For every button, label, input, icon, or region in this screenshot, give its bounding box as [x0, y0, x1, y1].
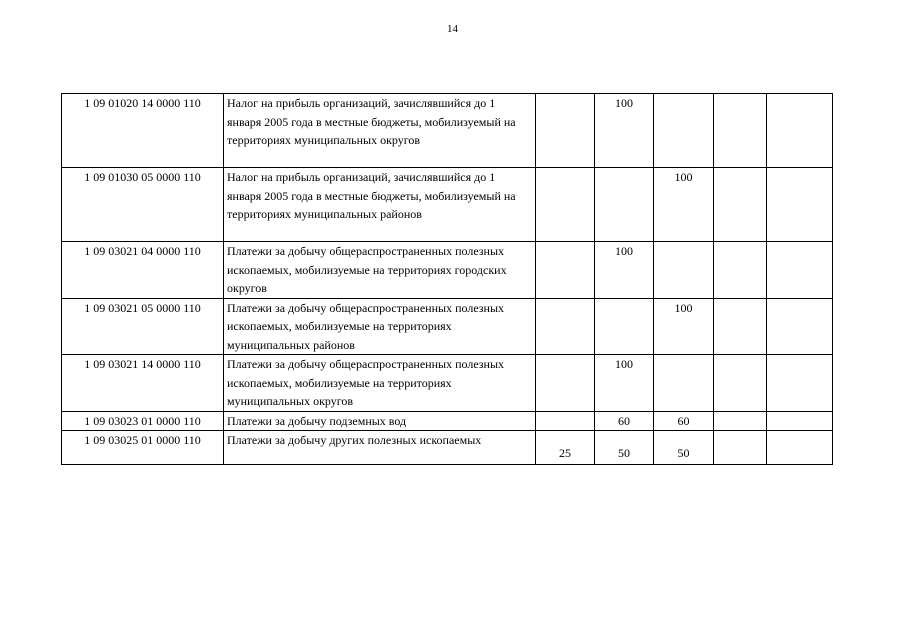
kbk-code-cell: 1 09 03021 05 0000 110: [62, 298, 224, 355]
revenue-name-cell: Налог на прибыль организаций, зачислявшийся до 1 января 2005 года в местные бюджеты, мобилизуемый на территориях муниципальных округов: [224, 94, 536, 168]
page-number: 14: [447, 23, 458, 35]
value-cell-3: [654, 355, 714, 412]
value-cell-1: [536, 298, 595, 355]
value-cell-5: [767, 355, 833, 412]
value-cell-1: [536, 94, 595, 168]
revenue-name-cell: Налог на прибыль организаций, зачислявшийся до 1 января 2005 года в местные бюджеты, мобилизуемый на территориях муниципальных районов: [224, 168, 536, 242]
value-cell-5: [767, 242, 833, 299]
kbk-code-cell: 1 09 01030 05 0000 110: [62, 168, 224, 242]
value-cell-3: [654, 94, 714, 168]
value-cell-4: [714, 168, 767, 242]
value-cell-3: 50: [654, 431, 714, 465]
value-cell-4: [714, 355, 767, 412]
value-cell-4: [714, 431, 767, 465]
table-row: [62, 242, 833, 299]
revenue-name-cell: Платежи за добычу общераспространенных полезных ископаемых, мобилизуемые на территориях муниципальных округов: [224, 355, 536, 412]
value-cell-3: 100: [654, 298, 714, 355]
budget-classification-table: [61, 93, 833, 465]
value-cell-2: 100: [595, 94, 654, 168]
value-cell-1: 25: [536, 431, 595, 465]
value-cell-1: [536, 242, 595, 299]
value-cell-2: 50: [595, 431, 654, 465]
kbk-code-cell: 1 09 01020 14 0000 110: [62, 94, 224, 168]
value-cell-1: [536, 411, 595, 431]
value-cell-2: 100: [595, 242, 654, 299]
value-cell-1: [536, 355, 595, 412]
value-cell-5: [767, 431, 833, 465]
kbk-code-cell: 1 09 03023 01 0000 110: [62, 411, 224, 431]
value-cell-5: [767, 94, 833, 168]
kbk-code-cell: 1 09 03025 01 0000 110: [62, 431, 224, 465]
value-cell-3: 60: [654, 411, 714, 431]
value-cell-4: [714, 298, 767, 355]
revenue-name-cell: Платежи за добычу подземных вод: [224, 411, 536, 431]
table-row: [62, 431, 833, 465]
value-cell-4: [714, 411, 767, 431]
kbk-code-cell: 1 09 03021 04 0000 110: [62, 242, 224, 299]
value-cell-2: 60: [595, 411, 654, 431]
value-cell-2: [595, 168, 654, 242]
value-cell-4: [714, 242, 767, 299]
table-row: [62, 298, 833, 355]
value-cell-1: [536, 168, 595, 242]
value-cell-3: [654, 242, 714, 299]
revenue-name-cell: Платежи за добычу других полезных ископаемых: [224, 431, 536, 465]
value-cell-2: 100: [595, 355, 654, 412]
revenue-name-cell: Платежи за добычу общераспространенных полезных ископаемых, мобилизуемые на территориях городских округов: [224, 242, 536, 299]
table-row: [62, 168, 833, 242]
value-cell-4: [714, 94, 767, 168]
table-row: [62, 411, 833, 431]
table-row: [62, 355, 833, 412]
value-cell-5: [767, 168, 833, 242]
value-cell-2: [595, 298, 654, 355]
kbk-code-cell: 1 09 03021 14 0000 110: [62, 355, 224, 412]
revenue-name-cell: Платежи за добычу общераспространенных полезных ископаемых, мобилизуемые на территориях муниципальных районов: [224, 298, 536, 355]
value-cell-5: [767, 411, 833, 431]
table-row: [62, 94, 833, 168]
value-cell-3: 100: [654, 168, 714, 242]
value-cell-5: [767, 298, 833, 355]
